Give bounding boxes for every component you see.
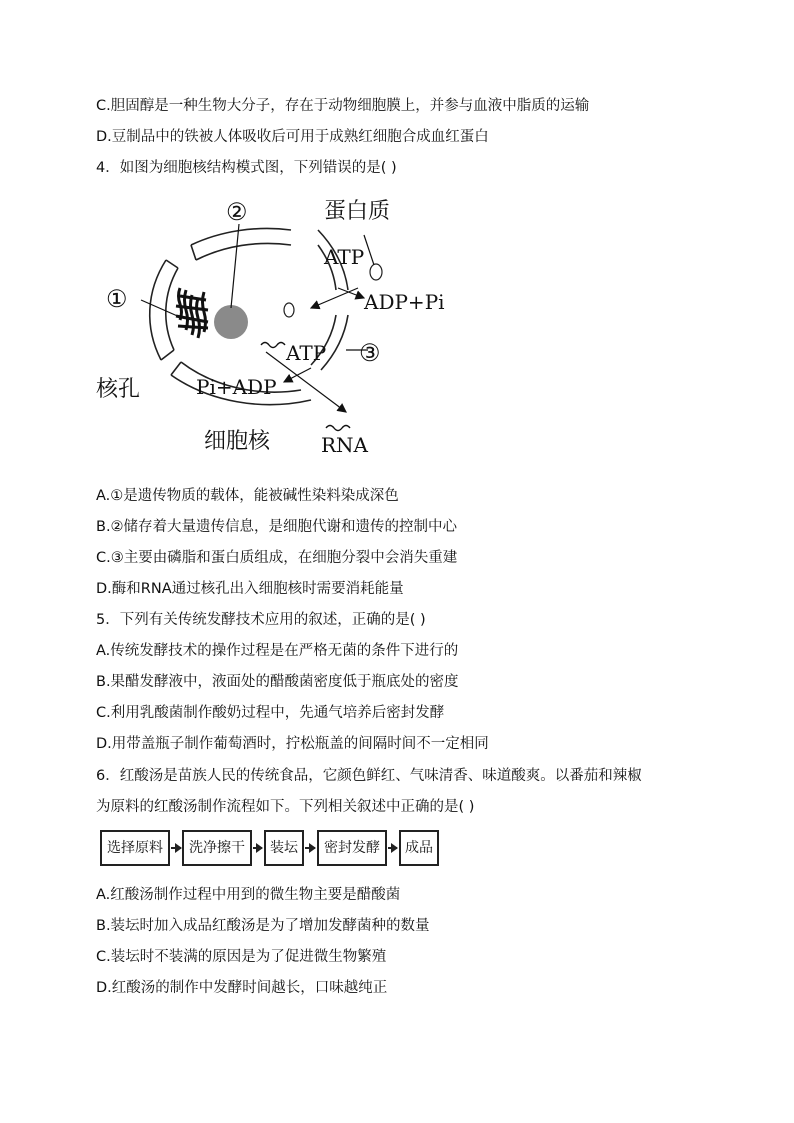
protein-import-arrow — [311, 288, 358, 308]
label-adp-pi: ADP+Pi — [364, 290, 445, 314]
flow-step-5: 成品 — [399, 830, 439, 866]
protein-blob-icon — [370, 264, 382, 280]
flow-step-1: 选择原料 — [100, 830, 170, 866]
q4-option-d: D.酶和RNA通过核孔出入细胞核时需要消耗能量 — [96, 581, 404, 597]
q5-option-d: D.用带盖瓶子制作葡萄酒时，拧松瓶盖的间隔时间不一定相同 — [96, 736, 489, 752]
q5-option-c: C.利用乳酸菌制作酸奶过程中，先通气培养后密封发酵 — [96, 705, 445, 721]
leader-line-2 — [231, 224, 239, 308]
flow-arrow-icon — [253, 847, 262, 849]
rna-wave-icon — [261, 343, 285, 348]
label-protein: 蛋白质 — [324, 199, 391, 224]
nucleus-structure-diagram — [96, 190, 476, 470]
q4-stem: 4．如图为细胞核结构模式图，下列错误的是( ) — [96, 160, 397, 176]
label-pi-adp: Pi+ADP — [196, 375, 277, 399]
flow-step-2: 洗净擦干 — [182, 830, 252, 866]
q4-option-b: B.②储存着大量遗传信息，是细胞代谢和遗传的控制中心 — [96, 519, 458, 535]
q6-option-c: C.装坛时不装满的原因是为了促进微生物繁殖 — [96, 949, 387, 965]
label-nuclear-pore: 核孔 — [96, 377, 141, 402]
flow-step-4: 密封发酵 — [317, 830, 387, 866]
chromatin — [176, 288, 208, 338]
flow-arrow-icon — [388, 847, 397, 849]
label-2: ② — [226, 198, 248, 226]
flow-step-3: 装坛 — [264, 830, 304, 866]
flow-arrow-icon — [305, 847, 315, 849]
q6-option-b: B.装坛时加入成品红酸汤是为了增加发酵菌种的数量 — [96, 918, 430, 934]
label-atp-right: ATP — [286, 341, 327, 365]
q5-option-a: A.传统发酵技术的操作过程是在严格无菌的条件下进行的 — [96, 643, 459, 659]
q4-option-a: A.①是遗传物质的载体，能被碱性染料染成深色 — [96, 488, 399, 504]
q6-option-d: D.红酸汤的制作中发酵时间越长，口味越纯正 — [96, 980, 388, 996]
label-nucleus: 细胞核 — [204, 429, 271, 454]
label-1: ① — [106, 285, 128, 313]
q6-option-a: A.红酸汤制作过程中用到的微生物主要是醋酸菌 — [96, 887, 401, 903]
q3-option-d: D.豆制品中的铁被人体吸收后可用于成熟红细胞合成血红蛋白 — [96, 129, 489, 145]
protein-blob-icon — [284, 303, 294, 317]
label-rna: RNA — [321, 433, 369, 457]
q5-stem: 5．下列有关传统发酵技术应用的叙述，正确的是( ) — [96, 612, 426, 628]
energy-arrow-bottom — [284, 368, 311, 382]
q5-option-b: B.果醋发酵液中，液面处的醋酸菌密度低于瓶底处的密度 — [96, 674, 459, 690]
label-3: ③ — [359, 339, 381, 367]
leader-line-protein — [364, 235, 374, 265]
nucleolus — [214, 305, 248, 339]
flow-arrow-icon — [171, 847, 181, 849]
label-atp-top: ATP — [324, 245, 365, 269]
energy-arrow-top — [338, 288, 364, 298]
q6-stem-line-2: 为原料的红酸汤制作流程如下。下列相关叙述中正确的是( ) — [96, 799, 475, 815]
rna-wave-icon — [326, 426, 350, 431]
q3-option-c: C.胆固醇是一种生物大分子，存在于动物细胞膜上，并参与血液中脂质的运输 — [96, 98, 590, 114]
leader-line-1 — [141, 300, 182, 318]
q4-option-c: C.③主要由磷脂和蛋白质组成，在细胞分裂中会消失重建 — [96, 550, 458, 566]
q6-stem-line-1: 6．红酸汤是苗族人民的传统食品，它颜色鲜红、气味清香、味道酸爽。以番茄和辣椒 — [96, 768, 642, 784]
